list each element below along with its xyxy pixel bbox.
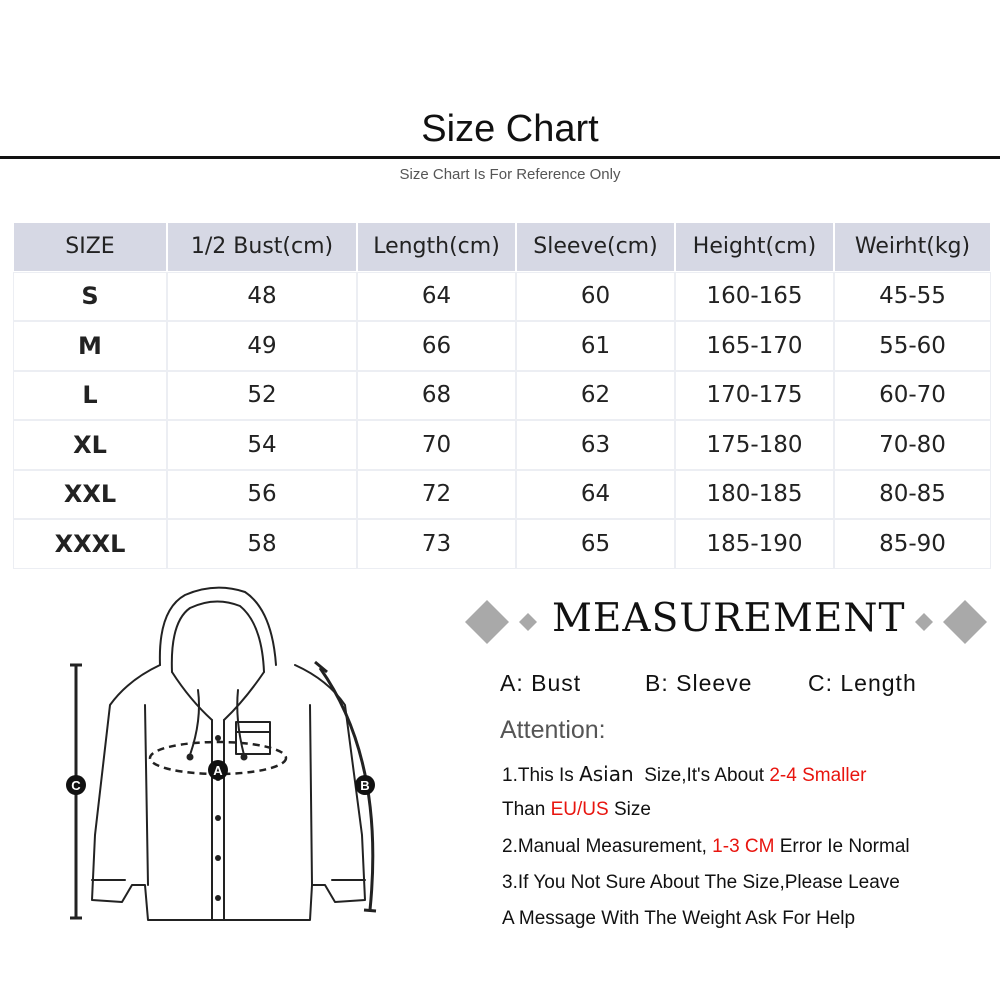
table-row bbox=[14, 372, 990, 420]
page-subtitle: Size Chart Is For Reference Only bbox=[399, 166, 621, 183]
table-cell: 180-185 bbox=[676, 471, 833, 519]
table-cell: 73 bbox=[358, 520, 515, 568]
table-cell: 61 bbox=[517, 322, 674, 370]
marker-c-label: C bbox=[71, 778, 81, 793]
column-header-sleeve: Sleeve(cm) bbox=[517, 223, 674, 271]
table-row bbox=[14, 322, 990, 370]
column-header-weight: Weirht(kg) bbox=[835, 223, 990, 271]
table-cell: 175-180 bbox=[676, 421, 833, 469]
table-cell: 60 bbox=[517, 273, 674, 321]
note-4: A Message With The Weight Ask For Help bbox=[502, 908, 856, 929]
table-cell: 64 bbox=[517, 471, 674, 519]
measurement-heading bbox=[462, 590, 992, 654]
marker-a bbox=[208, 760, 228, 780]
column-header-size: SIZE bbox=[14, 223, 166, 271]
table-cell: 165-170 bbox=[676, 322, 833, 370]
attention-heading: Attention: bbox=[500, 716, 606, 744]
note-1b-highlight: EU/US bbox=[550, 799, 609, 820]
table-row bbox=[14, 273, 990, 321]
table-cell: 185-190 bbox=[676, 520, 833, 568]
table-row bbox=[14, 520, 990, 568]
legend-sleeve: B: Sleeve bbox=[645, 670, 753, 696]
jacket-diagram bbox=[40, 580, 440, 930]
table-cell: 64 bbox=[358, 273, 515, 321]
table-row bbox=[14, 421, 990, 469]
note-1 bbox=[502, 762, 866, 787]
table-cell: 72 bbox=[358, 471, 515, 519]
page-title: Size Chart bbox=[421, 108, 599, 150]
table-cell: 49 bbox=[168, 322, 356, 370]
note-1b-text-post: Size bbox=[608, 799, 651, 820]
note-3: 3.If You Not Sure About The Size,Please Leave bbox=[502, 872, 900, 893]
note-2-text: 2.Manual Measurement, bbox=[502, 836, 713, 857]
table-cell: 63 bbox=[517, 421, 674, 469]
table-cell: 80-85 bbox=[835, 471, 990, 519]
table-cell: 62 bbox=[517, 372, 674, 420]
table-cell: 56 bbox=[168, 471, 356, 519]
table-cell: 54 bbox=[168, 421, 356, 469]
table-cell: M bbox=[14, 322, 166, 370]
note-1-asian: Asian bbox=[579, 762, 634, 786]
table-cell: 66 bbox=[358, 322, 515, 370]
table-row bbox=[14, 471, 990, 519]
note-1-text: 1.This Is bbox=[502, 765, 580, 786]
note-1-text-mid: Size,It's About bbox=[633, 765, 770, 786]
table-cell: 55-60 bbox=[835, 322, 990, 370]
table-cell: 85-90 bbox=[835, 520, 990, 568]
table-cell: 48 bbox=[168, 273, 356, 321]
table-cell: L bbox=[14, 372, 166, 420]
hooded-jacket-icon bbox=[92, 588, 365, 920]
table-cell: 70 bbox=[358, 421, 515, 469]
table-cell: 45-55 bbox=[835, 273, 990, 321]
table-cell: XL bbox=[14, 421, 166, 469]
table-cell: XXL bbox=[14, 471, 166, 519]
table-cell: S bbox=[14, 273, 166, 321]
legend-length: C: Length bbox=[808, 670, 917, 696]
marker-b-label: B bbox=[360, 778, 370, 793]
jacket-buttons bbox=[187, 735, 248, 901]
note-2-highlight: 1-3 CM bbox=[712, 836, 775, 857]
column-header-length: Length(cm) bbox=[358, 223, 515, 271]
table-header-row bbox=[14, 223, 990, 271]
table-cell: 70-80 bbox=[835, 421, 990, 469]
note-1b-text: Than bbox=[502, 799, 551, 820]
table-cell: XXXL bbox=[14, 520, 166, 568]
note-1-highlight: 2-4 Smaller bbox=[769, 765, 867, 786]
measurement-title: MEASUREMENT bbox=[552, 596, 906, 641]
marker-a-label: A bbox=[213, 763, 223, 778]
note-2 bbox=[502, 836, 910, 858]
note-2-text-post: Error Ie Normal bbox=[774, 836, 910, 857]
table-cell: 68 bbox=[358, 372, 515, 420]
column-header-bust: 1/2 Bust(cm) bbox=[168, 223, 356, 271]
note-1-continued bbox=[502, 799, 651, 821]
size-table bbox=[12, 221, 992, 570]
legend-bust: A: Bust bbox=[500, 670, 582, 696]
table-cell: 60-70 bbox=[835, 372, 990, 420]
table-cell: 58 bbox=[168, 520, 356, 568]
marker-c bbox=[66, 775, 86, 795]
table-cell: 52 bbox=[168, 372, 356, 420]
table-cell: 170-175 bbox=[676, 372, 833, 420]
marker-b bbox=[355, 775, 375, 795]
title-divider bbox=[0, 156, 1000, 159]
column-header-height: Height(cm) bbox=[676, 223, 833, 271]
table-cell: 65 bbox=[517, 520, 674, 568]
table-cell: 160-165 bbox=[676, 273, 833, 321]
